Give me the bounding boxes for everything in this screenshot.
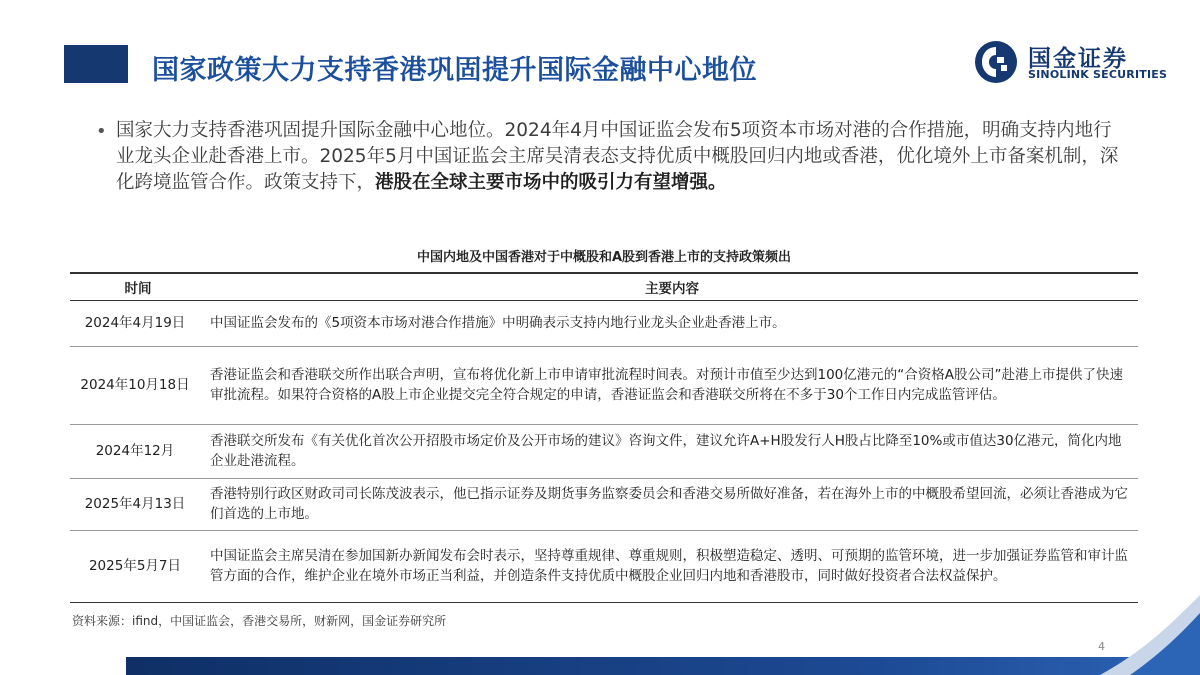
policy-table — [70, 272, 1138, 603]
header-content: 主要内容 — [206, 273, 1138, 301]
row-content: 中国证监会发布的《5项资本市场对港合作措施》中明确表示支持内地行业龙头企业赴香港上市。 — [210, 314, 786, 331]
page-number: 4 — [1098, 640, 1105, 653]
row-content: 香港联交所发布《有关优化首次公开招股市场定价及公开市场的建议》咨询文件，建议允许A+H股发行人H股占比降至10%或市值达30亿港元，简化内地企业赴港流程。 — [206, 425, 1138, 479]
row-date: 2024年12月 — [70, 425, 206, 479]
table-caption: 中国内地及中国香港对于中概股和A股到香港上市的支持政策频出 — [416, 250, 792, 265]
header-date: 时间 — [70, 273, 206, 301]
intro-text: 国家大力支持香港巩固提升国际金融中心地位。2024年4月中国证监会发布5项资本市场对港的合作措施，明确支持内地行业龙头企业赴香港上市。2025年5月中国证监会主席吴清表态支持优质中概股回归内地或香港，优化境外上市备案机制，深化跨境监管合作。政策支持下， — [116, 120, 1119, 193]
table-header-row — [70, 273, 1138, 301]
footer-swoosh-icon — [1090, 595, 1200, 675]
row-date: 2024年10月18日 — [70, 347, 206, 425]
row-date: 2025年5月7日 — [70, 531, 206, 603]
logo-name-cn: 国金证券 — [1028, 46, 1128, 72]
table-row — [70, 301, 1138, 347]
title-accent-bar — [64, 45, 128, 83]
table-row — [70, 531, 1138, 603]
row-content: 中国证监会主席吴清在参加国新办新闻发布会时表示，坚持尊重规律、尊重规则，积极塑造稳定、透明、可预期的监管环境，进一步加强证券监管和审计监管方面的合作，维护企业在境外市场正当利益，并创造条件支持优质中概股企业回归内地和香港股市，同时做好投资者合法权益保护。 — [206, 531, 1138, 603]
sinolink-logo-icon — [974, 40, 1018, 84]
row-date: 2024年4月19日 — [84, 314, 186, 331]
logo-name-en: SINOLINK SECURITIES — [1028, 68, 1168, 81]
table-row — [70, 479, 1138, 531]
table-row — [70, 347, 1138, 425]
company-logo — [974, 38, 1174, 88]
table-row — [70, 425, 1138, 479]
footer-bar — [126, 657, 1200, 675]
source-note: 资料来源：ifind，中国证监会，香港交易所，财新网，国金证券研究所 — [72, 614, 447, 628]
row-content: 香港特别行政区财政司司长陈茂波表示，他已指示证券及期货事务监察委员会和香港交易所做好准备，若在海外上市的中概股希望回流，必须让香港成为它们首选的上市地。 — [206, 479, 1138, 531]
intro-paragraph — [116, 118, 1126, 196]
bullet-dot-icon: • — [96, 121, 107, 142]
row-date: 2025年4月13日 — [70, 479, 206, 531]
page-title: 国家政策大力支持香港巩固提升国际金融中心地位 — [152, 55, 757, 86]
row-content: 香港证监会和香港联交所作出联合声明，宣布将优化新上市申请审批流程时间表。对预计市值至少达到100亿港元的“合资格A股公司”赴港上市提供了快速审批流程。如果符合资格的A股上市企业提交完全符合规定的申请，香港证监会和香港联交所将在不多于30个工作日内完成监管评估。 — [206, 347, 1138, 425]
intro-emphasis: 港股在全球主要市场中的吸引力有望增强。 — [375, 172, 727, 193]
